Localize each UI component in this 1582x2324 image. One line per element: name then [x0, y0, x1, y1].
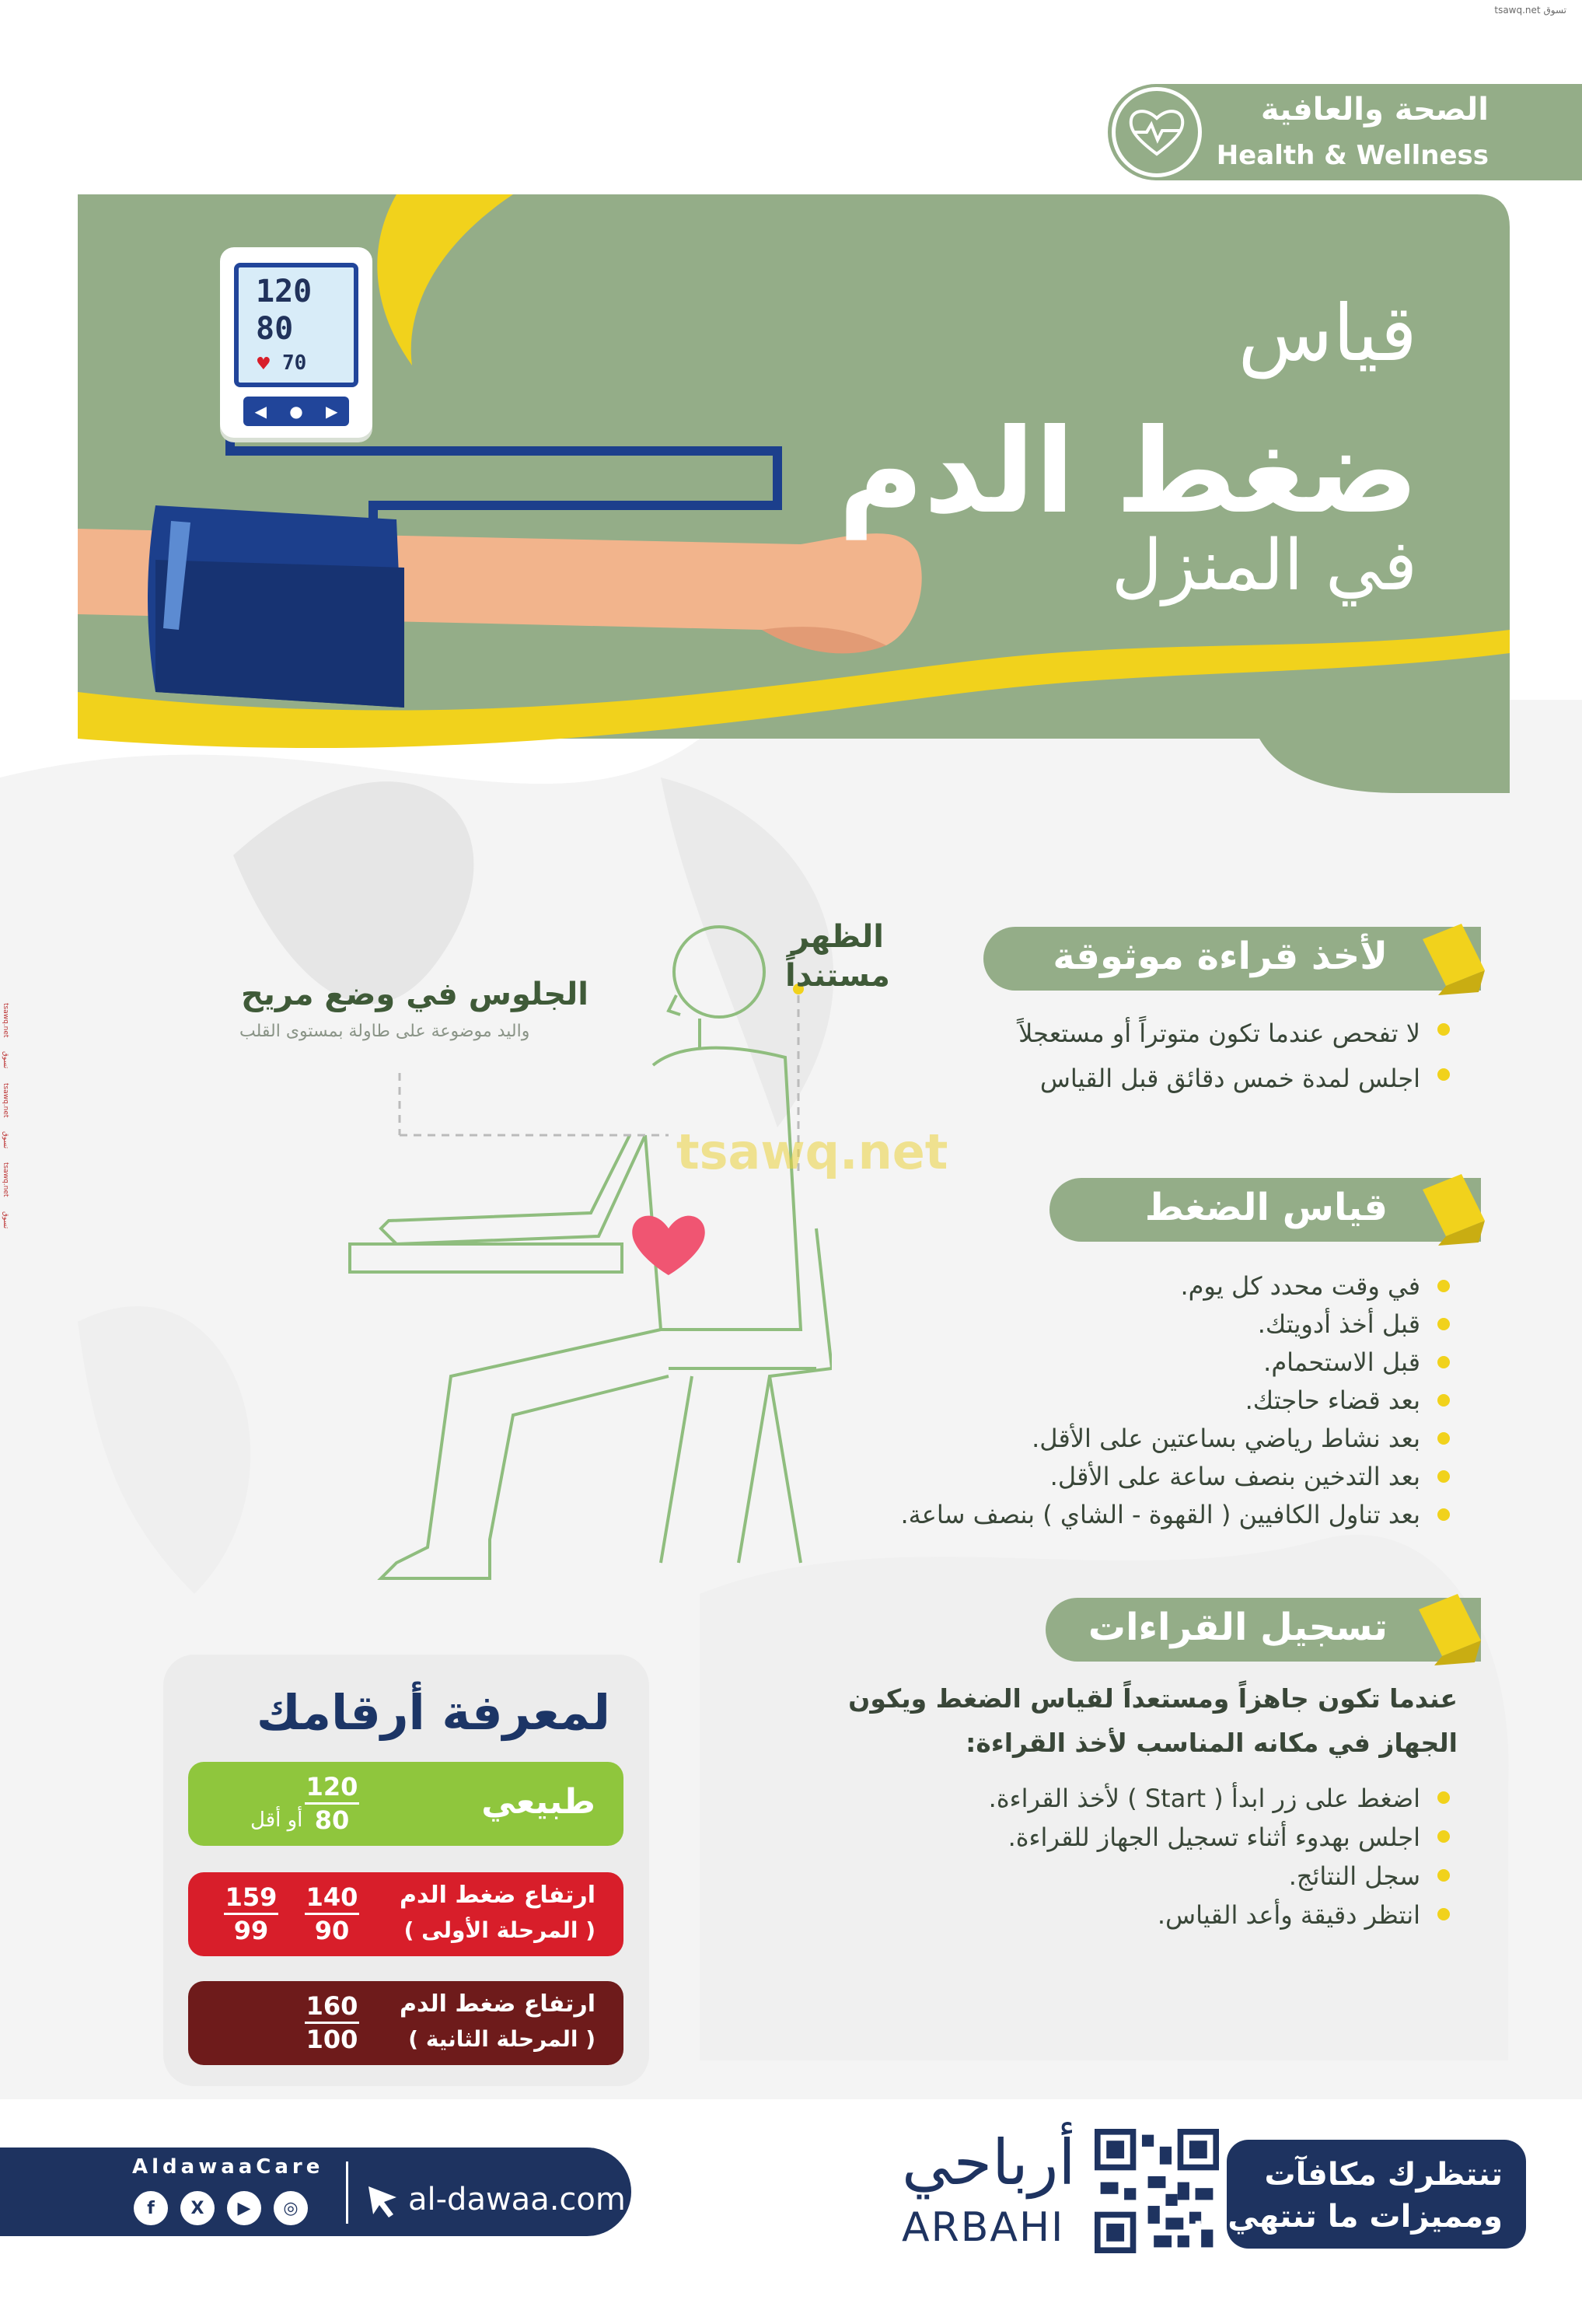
list-item: قبل الاستحمام.: [900, 1344, 1450, 1382]
heart-pulse-icon: [1112, 87, 1202, 177]
know-your-numbers-card: [163, 1655, 649, 2086]
bp-fraction: [305, 1990, 359, 2055]
record-intro-line1: عندما تكون جاهزاً ومستعداً لقياس الضغط ويكون: [848, 1683, 1458, 1714]
side-mark: tsawq.net: [2, 1003, 9, 1038]
bp-fraction: [305, 1771, 359, 1836]
list-item: اجلس بهدوء أثناء تسجيل الجهاز للقراءة.: [989, 1818, 1450, 1857]
side-mark: tsawq.net: [2, 1082, 9, 1118]
badge-title-ar: الصحة والعافية: [1260, 92, 1489, 128]
bp-fraction: [224, 1882, 278, 1946]
side-mark: تسوق: [2, 1131, 9, 1149]
list-item: بعد نشاط رياضي بساعتين على الأقل.: [900, 1420, 1450, 1458]
numbers-title: لمعرفة أرقامك: [256, 1684, 610, 1741]
monitor-buttons: [243, 397, 349, 426]
list-item: بعد التدخين بنصف ساعة على الأقل.: [900, 1458, 1450, 1496]
bp-sys: 159: [224, 1882, 278, 1915]
list-item: اضغط على زر ابدأ ( Start ) لأخذ القراءة.: [989, 1779, 1450, 1818]
section-measure-title: قياس الضغط: [1144, 1186, 1388, 1229]
bp-row-label-line1: ارتفاع ضغط الدم: [400, 1882, 595, 1909]
hero-title-line2: ضغط الدم: [838, 404, 1419, 540]
bp-dia: 100: [306, 2025, 358, 2054]
qr-code-icon[interactable]: [1095, 2129, 1219, 2253]
list-item: بعد تناول الكافيين ( القهوة - الشاي ) بنصف ساعة.: [900, 1496, 1450, 1534]
x-icon[interactable]: X: [180, 2191, 215, 2225]
badge-title-en: Health & Wellness: [1216, 140, 1489, 171]
measure-list: [900, 1267, 1450, 1534]
list-item: بعد قضاء حاجتك.: [900, 1382, 1450, 1420]
hero-title-line1: قياس: [1238, 288, 1417, 379]
bp-row-label-line2: ( المرحلة الثانية ): [408, 2026, 595, 2052]
monitor-sys: 120: [256, 274, 313, 309]
back-label: [785, 917, 890, 995]
section-record-title: تسجيل القراءات: [1088, 1606, 1388, 1649]
arbahi-logo-en: ARBAHI: [902, 2204, 1065, 2251]
section-reliable-title: لأخذ قراءة موثوقة: [1053, 935, 1388, 978]
footer-divider: [346, 2161, 348, 2224]
promo-line1: تنتظرك مكافآت: [1264, 2157, 1503, 2193]
bp-sys: 160: [305, 1990, 359, 2024]
rewards-promo: [1192, 2140, 1526, 2249]
circle-button-icon: ●: [289, 402, 303, 421]
footer-brand: AldawaaCare: [132, 2155, 324, 2179]
record-intro-line2: الجهاز في مكانه المناسب لأخذ القراءة:: [966, 1728, 1458, 1758]
heart-icon: ♥: [256, 355, 271, 374]
bp-row-stage2: [188, 1981, 623, 2065]
hero-title-line3: في المنزل: [1111, 525, 1417, 606]
sit-sublabel: واليد موضوعة على طاولة بمستوى القلب: [239, 1022, 530, 1041]
bp-monitor: [220, 247, 372, 438]
bp-dia: 80: [314, 1805, 350, 1835]
ribbon-icon: [1415, 924, 1486, 995]
reliable-list: [1018, 1011, 1450, 1101]
bp-dia: 99: [233, 1916, 269, 1945]
list-item: في وقت محدد كل يوم.: [900, 1267, 1450, 1305]
center-watermark: tsawq.net: [676, 1124, 948, 1180]
section-reliable-header: [983, 927, 1481, 991]
cursor-icon: [365, 2183, 401, 2219]
bp-row-label-line1: ارتفاع ضغط الدم: [400, 1990, 595, 2018]
facebook-icon[interactable]: f: [134, 2191, 168, 2225]
list-item: انتظر دقيقة وأعد القياس.: [989, 1896, 1450, 1934]
website-link[interactable]: al-dawaa.com: [408, 2182, 626, 2217]
list-item: لا تفحص عندما تكون متوتراً أو مستعجلاً: [1018, 1011, 1450, 1056]
youtube-icon[interactable]: ▶: [227, 2191, 261, 2225]
bp-or-less: أو أقل: [250, 1809, 303, 1832]
promo-line2: ومميزات ما تنتهي...: [1192, 2199, 1503, 2235]
list-item: قبل أخذ أدويتك.: [900, 1305, 1450, 1344]
left-arrow-icon: ◀: [254, 402, 267, 421]
side-mark: تسوق: [2, 1051, 9, 1069]
right-arrow-icon: ▶: [325, 402, 338, 421]
bp-fraction: [305, 1882, 359, 1946]
bp-sys: 120: [305, 1771, 359, 1805]
sit-label: الجلوس في وضع مريح: [241, 977, 588, 1012]
bp-row-normal: [188, 1762, 623, 1846]
monitor-screen: [234, 263, 358, 387]
back-label-line1: الظهر: [791, 919, 884, 955]
monitor-dia: 80: [256, 311, 294, 347]
instagram-icon[interactable]: ◎: [274, 2191, 308, 2225]
side-mark: tsawq.net: [2, 1162, 9, 1197]
back-label-line2: مستنداً: [785, 958, 890, 994]
ribbon-icon: [1411, 1594, 1482, 1665]
site-watermark: tsawq.net تسوق: [1494, 5, 1566, 16]
bp-row-stage1: [188, 1872, 623, 1956]
ribbon-icon: [1415, 1174, 1486, 1246]
list-item: اجلس لمدة خمس دقائق قبل القياس: [1018, 1056, 1450, 1101]
bp-row-label: طبيعي: [481, 1782, 595, 1822]
list-item: سجل النتائج.: [989, 1857, 1450, 1896]
arbahi-logo-ar: أرباحي: [902, 2127, 1076, 2199]
side-watermarks: [2, 1003, 12, 1330]
side-mark: تسوق: [2, 1211, 9, 1228]
bp-row-label-line2: ( المرحلة الأولى ): [403, 1917, 595, 1943]
bp-sys: 140: [305, 1882, 359, 1915]
record-list: [989, 1779, 1450, 1934]
bp-dia: 90: [314, 1916, 350, 1945]
monitor-pulse: 70: [282, 351, 307, 375]
